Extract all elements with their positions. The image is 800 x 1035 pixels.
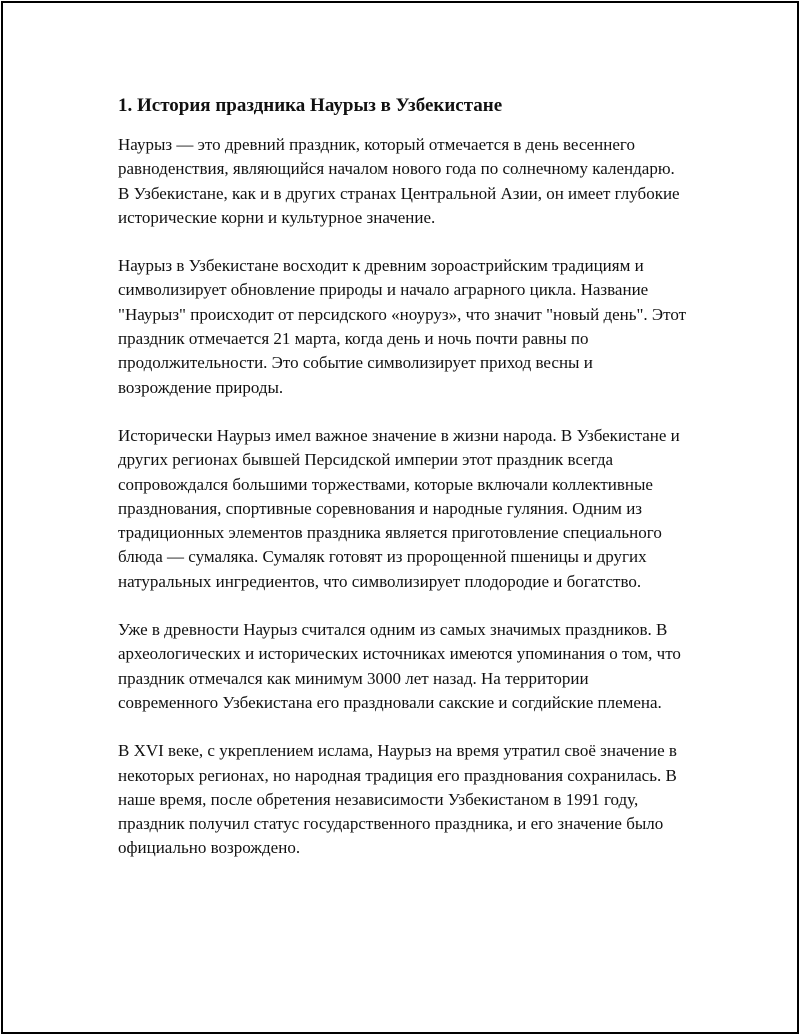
document-body xyxy=(118,93,688,885)
paragraph-2: Наурыз в Узбекистане восходит к древним зороастрийским традициям и символизирует обновление природы и начало аграрного цикла. Название "Наурыз" происходит от персидского «ноуруз», что значит "новый день". Этот праздник отмечается 21 марта, когда день и ночь почти равны по продолжительности. Это событие символизирует приход весны и возрождение природы. xyxy=(118,256,687,397)
paragraph-5: В XVI веке, с укреплением ислама, Наурыз на время утратил своё значение в некоторых регионах, но народная традиция его празднования сохранилась. В наше время, после обретения независимости Узбекистаном в 1991 году, праздник получил статус государственного праздника, и его значение было официально возрождено. xyxy=(118,741,677,858)
paragraph-1: Наурыз — это древний праздник, который отмечается в день весеннего равноденствия, являющийся началом нового года по солнечному календарю. В Узбекистане, как и в других странах Центральной Азии, он имеет глубокие исторические корни и культурное значение. xyxy=(118,135,680,227)
document-title: 1. История праздника Наурыз в Узбекистане xyxy=(118,95,503,116)
paragraph-3: Исторически Наурыз имел важное значение в жизни народа. В Узбекистане и других регионах бывшей Персидской империи этот праздник всегда сопровождался большими торжествами, которые включали коллективные празднования, спортивные соревнования и народные гуляния. Одним из традиционных элементов праздника является приготовление специального блюда — сумаляка. Сумаляк готовят из пророщенной пшеницы и других натуральных ингредиентов, что символизирует плодородие и богатство. xyxy=(118,425,680,591)
paragraph-4: Уже в древности Наурыз считался одним из самых значимых праздников. В археологических и исторических источниках имеются упоминания о том, что праздник отмечался как минимум 3000 лет назад. На территории современного Узбекистана его праздновали сакские и согдийские племена. xyxy=(118,620,681,712)
